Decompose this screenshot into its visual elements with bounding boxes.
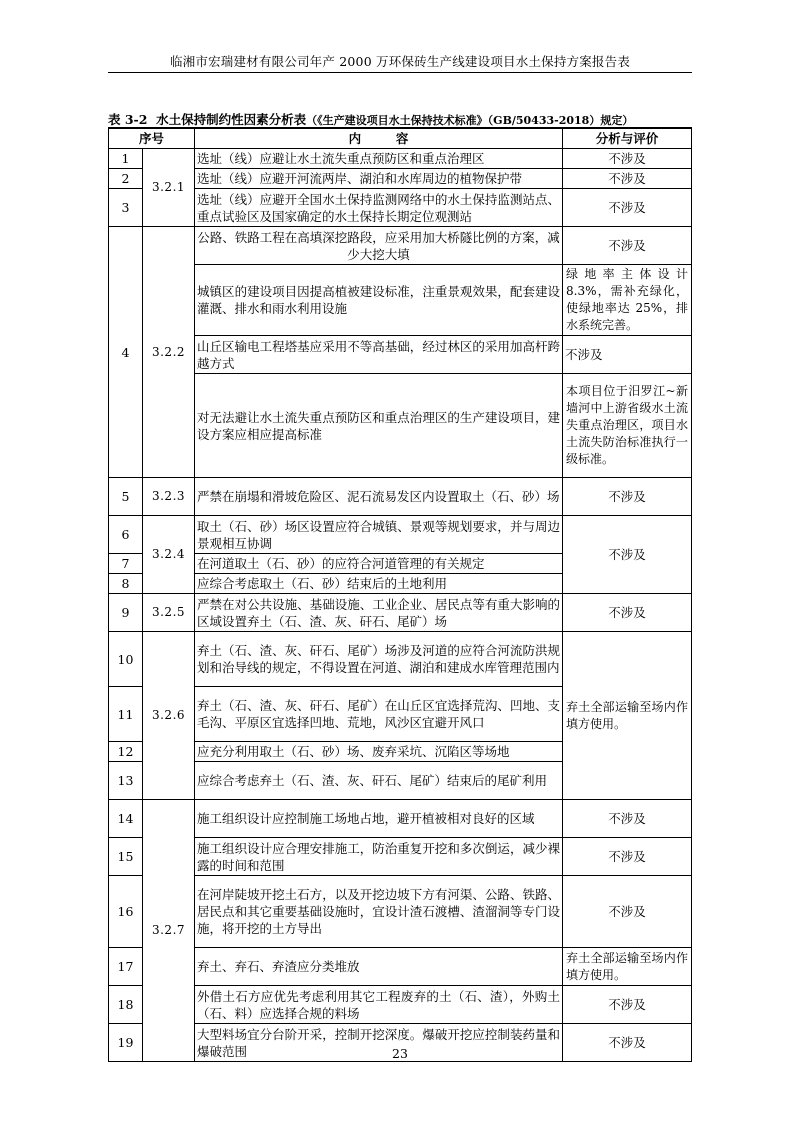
row-number: 7 bbox=[109, 554, 143, 574]
row-content: 在河道取土（石、砂）的应符合河道管理的有关规定 bbox=[195, 554, 563, 574]
row-number: 17 bbox=[109, 948, 143, 986]
row-content: 大型料场宜分台阶开采，控制开挖深度。爆破开挖应控制装药量和爆破范围 bbox=[195, 1024, 563, 1062]
row-content: 取土（石、砂）场区设置应符合城镇、景观等规划要求，并与周边景观相互协调 bbox=[195, 516, 563, 554]
header-evaluation: 分析与评价 bbox=[563, 128, 692, 149]
row-evaluation: 不涉及 bbox=[563, 986, 692, 1024]
page-header: 临湘市宏瑞建材有限公司年产 2000 万环保砖生产线建设项目水土保持方案报告表 bbox=[169, 54, 631, 69]
table-row bbox=[109, 189, 692, 227]
section-code: 3.2.7 bbox=[143, 800, 195, 1062]
row-content: 弃土、弃石、弃渣应分类堆放 bbox=[195, 948, 563, 986]
row-content: 公路、铁路工程在高填深挖路段，应采用加大桥隧比例的方案，减少大挖大填 bbox=[195, 227, 563, 265]
table-row bbox=[109, 227, 692, 265]
row-evaluation: 不涉及 bbox=[563, 876, 692, 948]
row-evaluation: 不涉及 bbox=[563, 149, 692, 169]
header-divider bbox=[108, 72, 692, 73]
row-evaluation: 弃土全部运输至场内作填方使用。 bbox=[563, 632, 692, 800]
header-content: 内 容 bbox=[195, 128, 563, 149]
row-content: 选址（线）应避让水土流失重点预防区和重点治理区 bbox=[195, 149, 563, 169]
section-code: 3.2.1 bbox=[143, 149, 195, 227]
table-caption bbox=[108, 110, 708, 128]
row-content: 选址（线）应避开河流两岸、湖泊和水库周边的植物保护带 bbox=[195, 169, 563, 189]
row-content: 外借土石方应优先考虑利用其它工程废弃的土（石、渣），外购土（石、料）应选择合规的料场 bbox=[195, 986, 563, 1024]
row-number: 8 bbox=[109, 574, 143, 594]
row-evaluation: 不涉及 bbox=[563, 800, 692, 838]
row-number: 3 bbox=[109, 189, 143, 227]
row-evaluation: 本项目位于汨罗江~新墙河中上游省级水土流失重点治理区，项目水土流失防治标准执行一级标准。 bbox=[563, 374, 692, 478]
row-number: 15 bbox=[109, 838, 143, 876]
table-row bbox=[109, 149, 692, 169]
table-row bbox=[109, 265, 692, 336]
row-evaluation: 不涉及 bbox=[563, 516, 692, 594]
row-number: 19 bbox=[109, 1024, 143, 1062]
row-number: 12 bbox=[109, 742, 143, 762]
table-row bbox=[109, 478, 692, 516]
row-number: 18 bbox=[109, 986, 143, 1024]
table-row bbox=[109, 594, 692, 632]
section-code: 3.2.6 bbox=[143, 632, 195, 800]
row-number: 11 bbox=[109, 687, 143, 742]
row-number: 10 bbox=[109, 632, 143, 687]
table-row bbox=[109, 986, 692, 1024]
constraint-analysis-table bbox=[108, 127, 692, 1062]
section-code: 3.2.5 bbox=[143, 594, 195, 632]
table-header-row bbox=[109, 128, 692, 149]
table-row bbox=[109, 516, 692, 554]
row-evaluation: 不涉及 bbox=[563, 478, 692, 516]
row-content: 应综合考虑取土（石、砂）结束后的土地利用 bbox=[195, 574, 563, 594]
row-content: 应充分利用取土（石、砂）场、废弃采坑、沉陷区等场地 bbox=[195, 742, 563, 762]
row-evaluation: 弃土全部运输至场内作填方使用。 bbox=[563, 948, 692, 986]
row-content: 弃土（石、渣、灰、矸石、尾矿）场涉及河道的应符合河流防洪规划和治导线的规定，不得设置在河道、湖泊和建成水库管理范围内 bbox=[195, 632, 563, 687]
table-row bbox=[109, 169, 692, 189]
row-evaluation: 不涉及 bbox=[563, 227, 692, 265]
section-code: 3.2.4 bbox=[143, 516, 195, 594]
row-content: 对无法避让水土流失重点预防区和重点治理区的生产建设项目，建设方案应相应提高标准 bbox=[195, 374, 563, 478]
row-content: 严禁在崩塌和滑坡危险区、泥石流易发区内设置取土（石、砂）场 bbox=[195, 478, 563, 516]
table-row bbox=[109, 800, 692, 838]
row-content: 在河岸陡坡开挖土石方，以及开挖边坡下方有河渠、公路、铁路、居民点和其它重要基础设施时，宜设计渣石渡槽、渣溜洞等专门设施，将开挖的土方导出 bbox=[195, 876, 563, 948]
caption-title: 水土保持制约性因素分析表 bbox=[156, 112, 307, 127]
row-content: 弃土（石、渣、灰、矸石、尾矿）在山丘区宜选择荒沟、凹地、支毛沟、平原区宜选择凹地、荒地，风沙区宜避开风口 bbox=[195, 687, 563, 742]
row-number: 13 bbox=[109, 762, 143, 800]
row-number: 1 bbox=[109, 149, 143, 169]
row-evaluation: 不涉及 bbox=[563, 336, 692, 374]
row-number: 2 bbox=[109, 169, 143, 189]
row-evaluation: 不涉及 bbox=[563, 169, 692, 189]
header-seq: 序号 bbox=[109, 128, 195, 149]
row-number: 16 bbox=[109, 876, 143, 948]
section-code: 3.2.2 bbox=[143, 227, 195, 478]
table-row bbox=[109, 336, 692, 374]
row-content: 选址（线）应避开全国水土保持监测网络中的水土保持监测站点、重点试验区及国家确定的水土保持长期定位观测站 bbox=[195, 189, 563, 227]
row-evaluation: 不涉及 bbox=[563, 594, 692, 632]
row-content: 严禁在对公共设施、基础设施、工业企业、居民点等有重大影响的区域设置弃土（石、渣、灰、矸石、尾矿）场 bbox=[195, 594, 563, 632]
row-number: 6 bbox=[109, 516, 143, 554]
row-number: 9 bbox=[109, 594, 143, 632]
row-number: 4 bbox=[109, 227, 143, 478]
section-code: 3.2.3 bbox=[143, 478, 195, 516]
row-number: 14 bbox=[109, 800, 143, 838]
row-evaluation: 绿地率主体设计 8.3%，需补充绿化，使绿地率达 25%，排水系统完善。 bbox=[563, 265, 692, 336]
row-evaluation: 不涉及 bbox=[563, 1024, 692, 1062]
row-content: 施工组织设计应控制施工场地占地，避开植被相对良好的区域 bbox=[195, 800, 563, 838]
table-row bbox=[109, 838, 692, 876]
caption-standard: （《生产建设项目水土保持技术标准》（GB/50433-2018）规定） bbox=[306, 114, 634, 127]
row-evaluation: 不涉及 bbox=[563, 189, 692, 227]
row-content: 城镇区的建设项目因提高植被建设标准，注重景观效果，配套建设灌溉、排水和雨水利用设施 bbox=[195, 265, 563, 336]
table-row bbox=[109, 374, 692, 478]
page-number: 23 bbox=[392, 1046, 408, 1061]
row-content: 应综合考虑弃土（石、渣、灰、矸石、尾矿）结束后的尾矿利用 bbox=[195, 762, 563, 800]
caption-label: 表 3-2 bbox=[108, 112, 148, 127]
table-row bbox=[109, 876, 692, 948]
row-evaluation: 不涉及 bbox=[563, 838, 692, 876]
table-row bbox=[109, 632, 692, 687]
table-row bbox=[109, 948, 692, 986]
row-content: 山丘区输电工程塔基应采用不等高基础，经过林区的采用加高杆跨越方式 bbox=[195, 336, 563, 374]
row-number: 5 bbox=[109, 478, 143, 516]
row-content: 施工组织设计应合理安排施工，防治重复开挖和多次倒运，减少裸露的时间和范围 bbox=[195, 838, 563, 876]
